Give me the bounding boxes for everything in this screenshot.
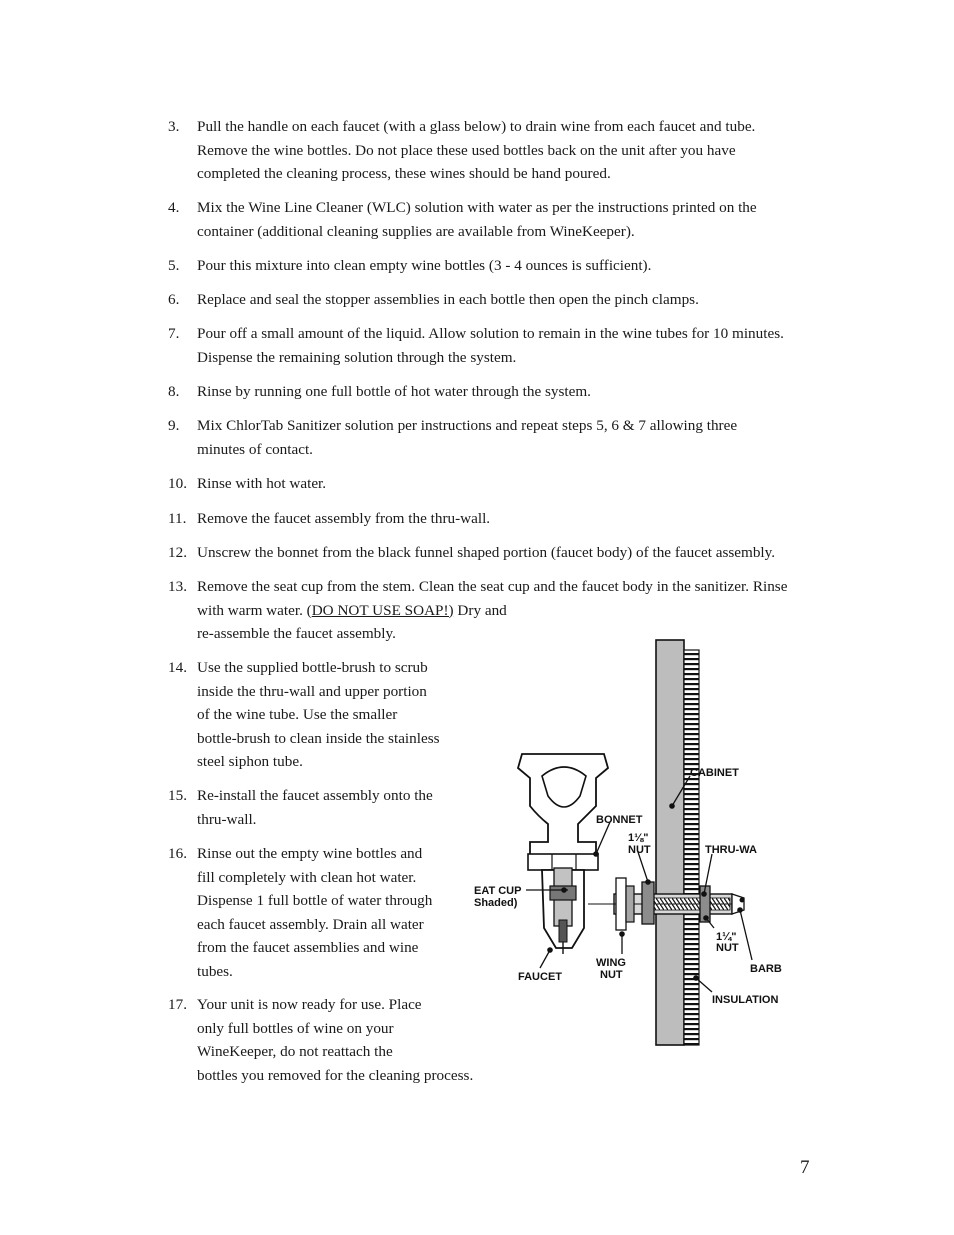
step-number: 17. <box>168 996 187 1013</box>
label-nut-1-1-8: 1⅛" <box>628 832 649 844</box>
cabinet-wall <box>656 640 684 1045</box>
step-number: 16. <box>168 845 187 862</box>
step-line: of the wine tube. Use the smaller <box>197 706 398 723</box>
nut-1-1-8 <box>642 882 654 924</box>
step-number: 15. <box>168 787 187 804</box>
step-text: Dry and <box>453 601 507 619</box>
step-line: Dispense the remaining solution through the system. <box>197 348 517 366</box>
step-line: only full bottles of wine on your <box>197 1019 394 1037</box>
step-number: 8. <box>168 383 180 400</box>
step-line: Re-install the faucet assembly onto the <box>197 787 433 804</box>
step-line: completed the cleaning process, these wines should be hand poured. <box>197 165 611 182</box>
step-line: Rinse by running one full bottle of hot water through the system. <box>197 383 591 400</box>
step-text: with warm water. ( <box>197 601 312 619</box>
step-line: bottle-brush to clean inside the stainless <box>197 729 440 747</box>
step-line: each faucet assembly. Drain all water <box>197 915 424 933</box>
step-line: Pour off a small amount of the liquid. Allow solution to remain in the wine tubes for 10 minutes. <box>197 325 784 342</box>
step-line: WineKeeper, do not reattach the <box>197 1043 393 1060</box>
step-number: 11. <box>168 510 187 527</box>
step-line: bottles you removed for the cleaning process. <box>197 1066 474 1084</box>
step-line: minutes of contact. <box>197 440 313 458</box>
step-line: Mix the Wine Line Cleaner (WLC) solution with water as per the instructions printed on the <box>197 199 757 216</box>
step-number: 12. <box>168 544 187 561</box>
step-line: Unscrew the bonnet from the black funnel shaped portion (faucet body) of the faucet assembly. <box>197 544 776 561</box>
step-line: re-assemble the faucet assembly. <box>197 625 396 642</box>
step-line: thru-wall. <box>197 810 257 828</box>
step-line: container (additional cleaning supplies are available from WineKeeper). <box>197 222 635 240</box>
insulation-strip <box>684 650 699 1045</box>
step-number: 3. <box>168 118 180 135</box>
step-line: Your unit is now ready for use. Place <box>197 996 422 1013</box>
step-number: 7. <box>168 325 180 342</box>
step-line: Rinse with hot water. <box>197 475 327 492</box>
label-nut-1-1-8-b: NUT <box>628 844 651 856</box>
step-line: tubes. <box>197 962 233 980</box>
step-line: Rinse out the empty wine bottles and <box>197 845 423 862</box>
label-insulation: INSULATION <box>712 994 779 1006</box>
label-seat-cup-b: Shaded) <box>474 897 518 909</box>
step-number: 6. <box>168 291 180 308</box>
step-number: 10. <box>168 475 187 492</box>
label-seat-cup: EAT CUP <box>474 885 522 897</box>
thru-wall-tube <box>588 894 743 914</box>
step-line: Mix ChlorTab Sanitizer solution per instructions and repeat steps 5, 6 & 7 allowing three <box>197 417 738 434</box>
step-line: inside the thru-wall and upper portion <box>197 682 427 700</box>
page-number: 7 <box>800 1157 810 1178</box>
step-number: 4. <box>168 199 180 216</box>
wing-nut <box>616 878 634 930</box>
step-line <box>197 599 787 623</box>
label-thru-wall: THRU-WA <box>705 844 757 856</box>
step-line: steel siphon tube. <box>197 753 303 770</box>
step-number: 13. <box>168 578 187 595</box>
step-line: Remove the wine bottles. Do not place these used bottles back on the unit after you have <box>197 141 736 159</box>
label-nut-1-1-4-b: NUT <box>716 942 739 954</box>
step-line: Replace and seal the stopper assemblies in each bottle then open the pinch clamps. <box>197 291 699 308</box>
step-line: Pour this mixture into clean empty wine bottles (3 - 4 ounces is sufficient). <box>197 257 652 274</box>
step-number: 5. <box>168 257 180 274</box>
step-number: 14. <box>168 659 187 676</box>
step-line: Remove the seat cup from the stem. Clean the seat cup and the faucet body in the sanitizer. Rinse <box>197 578 788 595</box>
label-faucet: FAUCET <box>518 971 562 983</box>
label-barb: BARB <box>750 963 782 975</box>
label-wing: WING <box>596 957 626 969</box>
faucet-assembly-diagram <box>468 628 793 1058</box>
step-number: 9. <box>168 417 180 434</box>
label-bonnet: BONNET <box>596 814 643 826</box>
step-line: Dispense 1 full bottle of water through <box>197 892 433 909</box>
step-line: Use the supplied bottle-brush to scrub <box>197 659 428 676</box>
step-line: from the faucet assemblies and wine <box>197 939 419 956</box>
warning-text: DO NOT USE SOAP!) <box>311 601 454 619</box>
label-cabinet: CABINET <box>690 767 739 779</box>
label-nut-1-1-4: 1¼" <box>716 931 737 943</box>
step-line: Pull the handle on each faucet (with a glass below) to drain wine from each faucet and tube. <box>197 118 756 135</box>
step-line: fill completely with clean hot water. <box>197 868 417 886</box>
label-wing-b: NUT <box>600 969 623 981</box>
step-line: Remove the faucet assembly from the thru-wall. <box>197 510 491 527</box>
